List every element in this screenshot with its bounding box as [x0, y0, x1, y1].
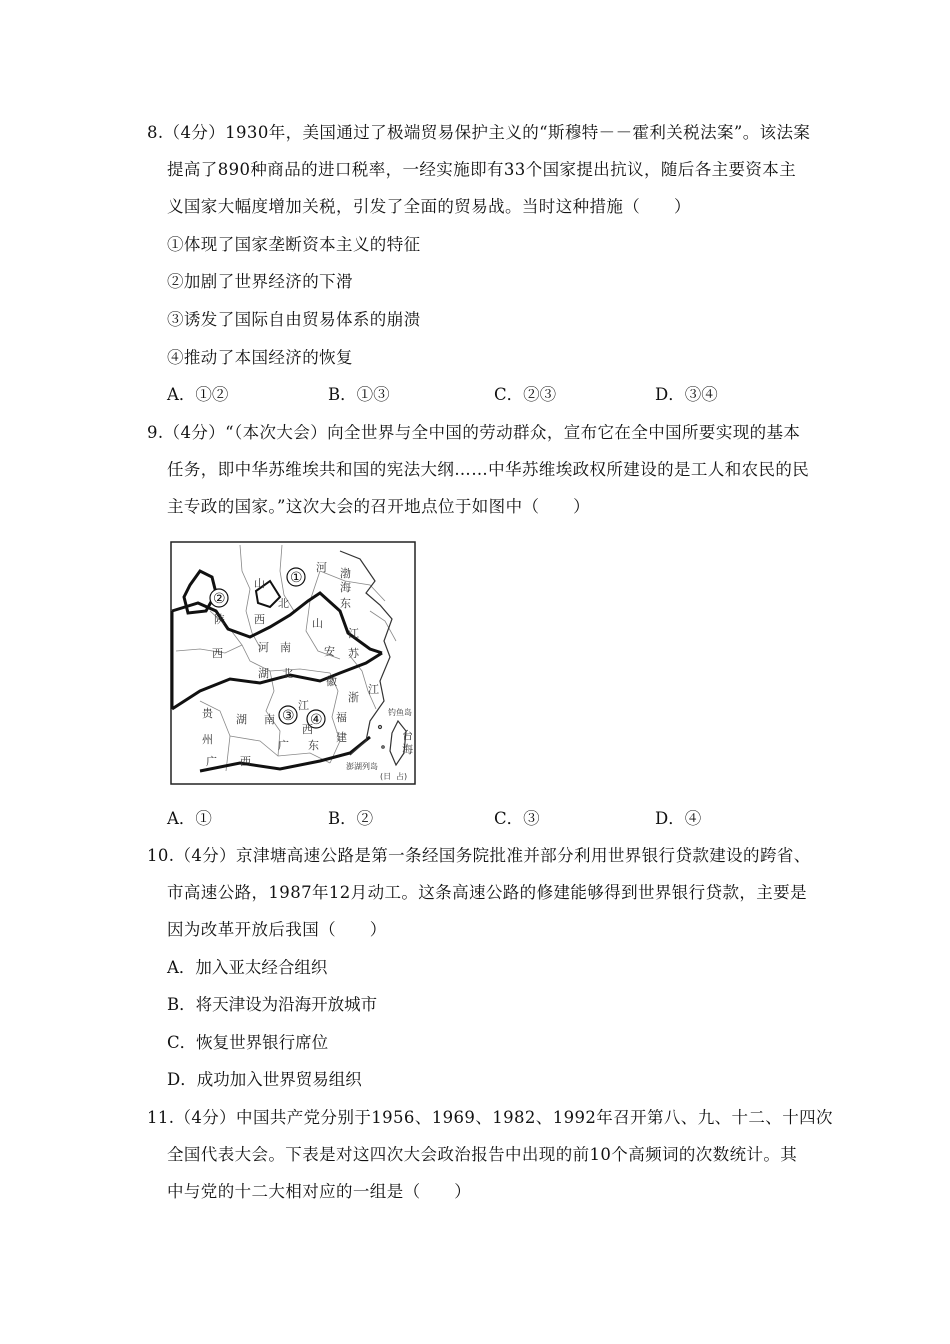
- marker-1: ①: [290, 570, 303, 586]
- map-label: 山: [254, 577, 265, 590]
- map-label: 广: [206, 755, 217, 768]
- question-9-option-d[interactable]: D．④: [655, 809, 702, 828]
- map-label: 陕: [214, 613, 225, 626]
- map-label: 西: [212, 647, 223, 660]
- question-9-stem-line-1: 9.（4分）“（本次大会）向全世界与全中国的劳动群众，宣布它在全中国所要实现的基本: [147, 423, 801, 442]
- map-label: 渤: [340, 567, 351, 580]
- map-label: 湖: [258, 667, 269, 680]
- map-label: (日: [380, 772, 392, 781]
- question-10-stem-line-2: 市高速公路，1987年12月动工。这条高速公路的修建能够得到世界银行贷款，主要是: [167, 883, 807, 902]
- marker-4: ④: [310, 712, 323, 728]
- map-label: 湖: [236, 713, 247, 726]
- map-label: 福: [336, 711, 347, 724]
- question-9-option-b[interactable]: B．②: [328, 809, 374, 828]
- question-8-statement-2: ②加剧了世界经济的下滑: [167, 272, 353, 291]
- map-label: 浙: [348, 691, 359, 704]
- question-8-statement-3: ③诱发了国际自由贸易体系的崩溃: [167, 310, 421, 329]
- map-label: 北: [282, 667, 293, 680]
- question-10-option-a[interactable]: A．加入亚太经合组织: [167, 958, 328, 977]
- map-label: 广: [278, 739, 289, 752]
- question-9-option-a[interactable]: A．①: [167, 809, 212, 828]
- question-9-option-c[interactable]: C．③: [494, 809, 540, 828]
- question-11-stem-line-2: 全国代表大会。下表是对这四次大会政治报告中出现的前10个高频词的次数统计。其: [167, 1145, 798, 1164]
- map-label: 建: [336, 731, 347, 744]
- map-label: 西: [254, 613, 265, 626]
- question-10-option-b[interactable]: B．将天津设为沿海开放城市: [167, 995, 378, 1014]
- question-8-stem-line-3: 义国家大幅度增加关税，引发了全面的贸易战。当时这种措施（ ）: [167, 197, 691, 216]
- question-11-stem-line-3: 中与党的十二大相对应的一组是（ ）: [167, 1182, 472, 1201]
- question-8-statement-4: ④推动了本国经济的恢复: [167, 348, 353, 367]
- question-9-stem-line-3: 主专政的国家。”这次大会的召开地点位于如图中（ ）: [167, 497, 591, 516]
- question-9-stem-line-2: 任务，即中华苏维埃共和国的宪法大纲……中华苏维埃政权所建设的是工人和农民的民: [167, 460, 810, 479]
- map-label: 北: [278, 597, 289, 610]
- china-map-figure: [170, 541, 416, 785]
- map-label: 徽: [326, 675, 337, 688]
- map-label: 澎湖列岛: [346, 762, 378, 771]
- map-label: 河: [258, 641, 269, 654]
- map-label: 东: [340, 597, 351, 610]
- question-11-stem-line-1: 11.（4分）中国共产党分别于1956、1969、1982、1992年召开第八、九、十二、十四次: [147, 1108, 833, 1127]
- question-8-stem-line-2: 提高了890种商品的进口税率，一经实施即有33个国家提出抗议，随后各主要资本主: [167, 160, 797, 179]
- question-8-option-d[interactable]: D．③④: [655, 385, 718, 404]
- question-10-stem-line-1: 10.（4分）京津塘高速公路是第一条经国务院批准并部分利用世界银行贷款建设的跨省、: [147, 846, 811, 865]
- question-8-stem-line-1: 8.（4分）1930年，美国通过了极端贸易保护主义的“斯穆特－－霍利关税法案”。该法案: [147, 123, 811, 142]
- map-label: 海: [402, 743, 413, 756]
- map-label: 山: [312, 617, 323, 630]
- map-label: 河: [316, 561, 327, 574]
- marker-3: ③: [282, 708, 295, 724]
- marker-2: ②: [213, 591, 226, 607]
- question-10-option-c[interactable]: C．恢复世界银行席位: [167, 1033, 329, 1052]
- map-label: 南: [280, 641, 291, 654]
- map-label: 江: [368, 683, 379, 696]
- map-label: 贵: [202, 707, 213, 720]
- question-8-option-a[interactable]: A．①②: [167, 385, 229, 404]
- question-10-stem-line-3: 因为改革开放后我国（ ）: [167, 920, 387, 939]
- map-label: 西: [240, 755, 251, 768]
- map-label: 江: [348, 627, 359, 640]
- question-8-option-b[interactable]: B．①③: [328, 385, 390, 404]
- question-8-option-c[interactable]: C．②③: [494, 385, 557, 404]
- question-10-option-d[interactable]: D．成功加入世界贸易组织: [167, 1070, 362, 1089]
- map-label: 西: [302, 723, 313, 736]
- map-label: 海: [340, 581, 351, 594]
- map-label: 州: [202, 733, 213, 746]
- map-label: 江: [298, 699, 309, 712]
- map-label: 台: [402, 729, 413, 742]
- question-8-statement-1: ①体现了国家垄断资本主义的特征: [167, 235, 421, 254]
- map-label: 安: [324, 645, 335, 658]
- map-label: 苏: [348, 647, 359, 660]
- map-label: 南: [264, 713, 275, 726]
- map-label: 占): [396, 772, 408, 781]
- map-label: 东: [308, 739, 319, 752]
- map-label: 钓鱼岛: [388, 708, 412, 717]
- china-map-svg: [170, 541, 416, 785]
